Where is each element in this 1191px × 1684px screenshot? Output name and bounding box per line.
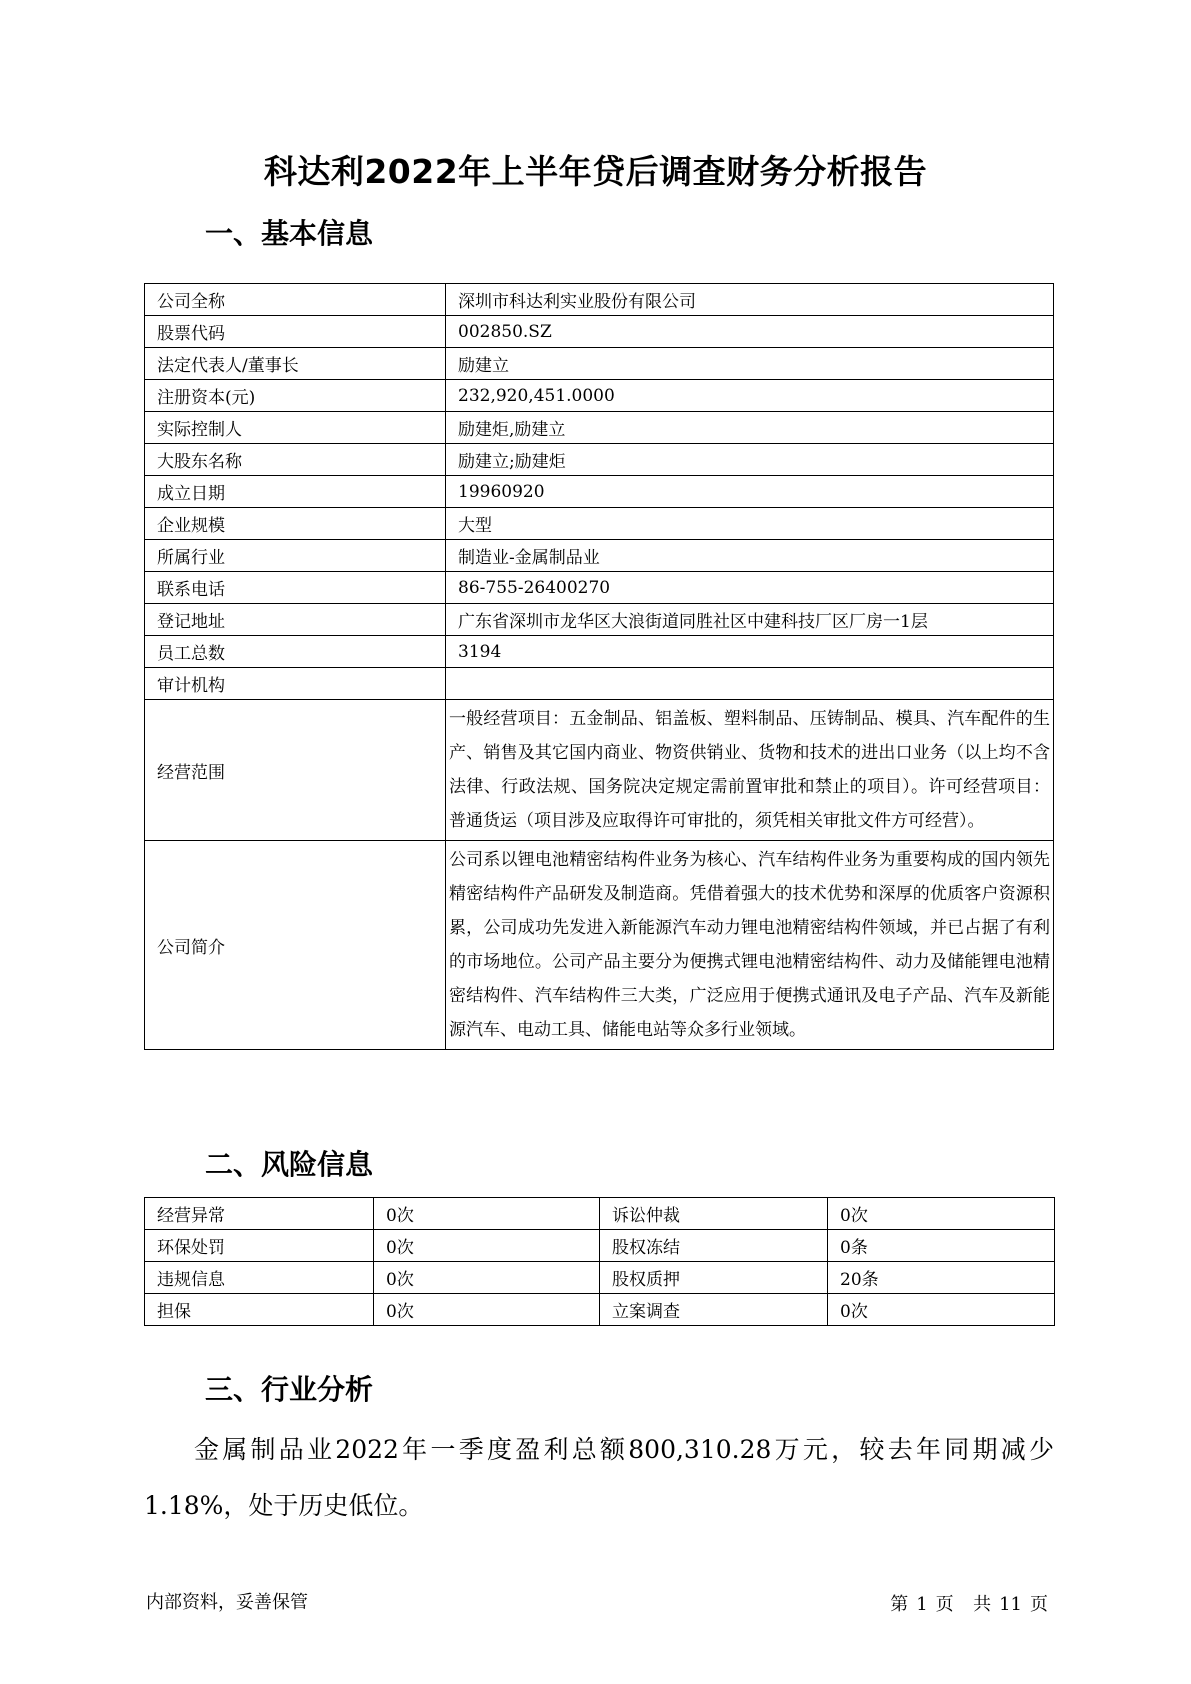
risk-value: 0条 <box>828 1230 1055 1262</box>
table-row <box>145 636 1054 668</box>
risk-label: 环保处罚 <box>145 1230 374 1262</box>
risk-label: 违规信息 <box>145 1262 374 1294</box>
field-value: 励建立 <box>446 348 1054 380</box>
table-row <box>145 572 1054 604</box>
table-row <box>145 444 1054 476</box>
field-value: 232,920,451.0000 <box>446 380 1054 412</box>
field-label: 实际控制人 <box>145 412 446 444</box>
field-value: 19960920 <box>446 476 1054 508</box>
table-row <box>145 380 1054 412</box>
field-value: 86-755-26400270 <box>446 572 1054 604</box>
risk-label: 担保 <box>145 1294 374 1326</box>
field-value: 制造业-金属制品业 <box>446 540 1054 572</box>
basic-info-table <box>144 283 1054 1050</box>
field-label: 注册资本(元) <box>145 380 446 412</box>
field-label: 法定代表人/董事长 <box>145 348 446 380</box>
industry-analysis-paragraph: 金属制品业2022年一季度盈利总额800,310.28万元，较去年同期减少1.18%，处于历史低位。 <box>144 1435 1054 1520</box>
table-row <box>145 668 1054 700</box>
risk-value: 0次 <box>374 1262 600 1294</box>
field-label: 大股东名称 <box>145 444 446 476</box>
risk-label: 股权质押 <box>600 1262 828 1294</box>
table-row <box>145 604 1054 636</box>
risk-label: 立案调查 <box>600 1294 828 1326</box>
page-prefix: 第 <box>890 1594 909 1615</box>
field-label: 审计机构 <box>145 668 446 700</box>
table-row <box>145 284 1054 316</box>
report-title: 科达利2022年上半年贷后调查财务分析报告 <box>263 152 928 191</box>
table-row <box>145 1230 1055 1262</box>
company-profile-text: 公司系以锂电池精密结构件业务为核心、汽车结构件业务为重要构成的国内领先精密结构件产品研发及制造商。凭借着强大的技术优势和深厚的优质客户资源积累，公司成功先发进入新能源汽车动力锂电池精密结构件领域，并已占据了有利的市场地位。公司产品主要分为便携式锂电池精密结构件、动力及储能锂电池精密结构件、汽车结构件三大类，广泛应用于便携式通讯及电子产品、汽车及新能源汽车、电动工具、储能电站等众多行业领域。 <box>446 841 1054 1050</box>
risk-value: 20条 <box>828 1262 1055 1294</box>
field-label: 企业规模 <box>145 508 446 540</box>
company-profile-label: 公司简介 <box>145 841 446 1050</box>
field-label: 联系电话 <box>145 572 446 604</box>
field-value: 励建炬,励建立 <box>446 412 1054 444</box>
page-mid: 页 <box>935 1594 954 1615</box>
risk-label: 股权冻结 <box>600 1230 828 1262</box>
table-row <box>145 1198 1055 1230</box>
field-label: 所属行业 <box>145 540 446 572</box>
risk-info-table <box>144 1197 1055 1326</box>
field-value: 3194 <box>446 636 1054 668</box>
table-row <box>145 540 1054 572</box>
table-row <box>145 1294 1055 1326</box>
field-label: 登记地址 <box>145 604 446 636</box>
risk-value: 0次 <box>374 1294 600 1326</box>
table-row <box>145 1262 1055 1294</box>
risk-value: 0次 <box>374 1198 600 1230</box>
field-value: 大型 <box>446 508 1054 540</box>
risk-value: 0次 <box>828 1294 1055 1326</box>
business-scope-text: 一般经营项目：五金制品、铝盖板、塑料制品、压铸制品、模具、汽车配件的生产、销售及其它国内商业、物资供销业、货物和技术的进出口业务（以上均不含法律、行政法规、国务院决定规定需前置审批和禁止的项目）。许可经营项目：普通货运（项目涉及应取得许可审批的，须凭相关审批文件方可经营）。 <box>446 700 1054 841</box>
field-label: 员工总数 <box>145 636 446 668</box>
field-value: 深圳市科达利实业股份有限公司 <box>446 284 1054 316</box>
field-value: 励建立;励建炬 <box>446 444 1054 476</box>
field-label: 股票代码 <box>145 316 446 348</box>
page-current: 1 <box>916 1594 928 1615</box>
table-row <box>145 412 1054 444</box>
page-number <box>886 1590 1052 1616</box>
table-row <box>145 476 1054 508</box>
field-value: 002850.SZ <box>446 316 1054 348</box>
risk-value: 0次 <box>374 1230 600 1262</box>
field-label: 公司全称 <box>145 284 446 316</box>
table-row <box>145 508 1054 540</box>
page-total: 11 <box>999 1594 1022 1615</box>
section-heading-risk-info: 二、风险信息 <box>205 1148 374 1181</box>
field-value: 广东省深圳市龙华区大浪街道同胜社区中建科技厂区厂房一1层 <box>446 604 1054 636</box>
section-heading-industry-analysis: 三、行业分析 <box>205 1373 374 1406</box>
table-row <box>145 316 1054 348</box>
page-suffix: 页 <box>1030 1594 1048 1615</box>
section-heading-basic-info: 一、基本信息 <box>205 217 374 250</box>
field-value <box>446 668 1054 700</box>
table-row <box>145 700 1054 841</box>
risk-label: 经营异常 <box>145 1198 374 1230</box>
footer-confidential-note: 内部资料，妥善保管 <box>146 1592 308 1613</box>
field-label: 成立日期 <box>145 476 446 508</box>
table-row <box>145 348 1054 380</box>
risk-value: 0次 <box>828 1198 1055 1230</box>
table-row <box>145 841 1054 1050</box>
business-scope-label: 经营范围 <box>145 700 446 841</box>
page-total-prefix: 共 <box>973 1594 992 1615</box>
risk-label: 诉讼仲裁 <box>600 1198 828 1230</box>
